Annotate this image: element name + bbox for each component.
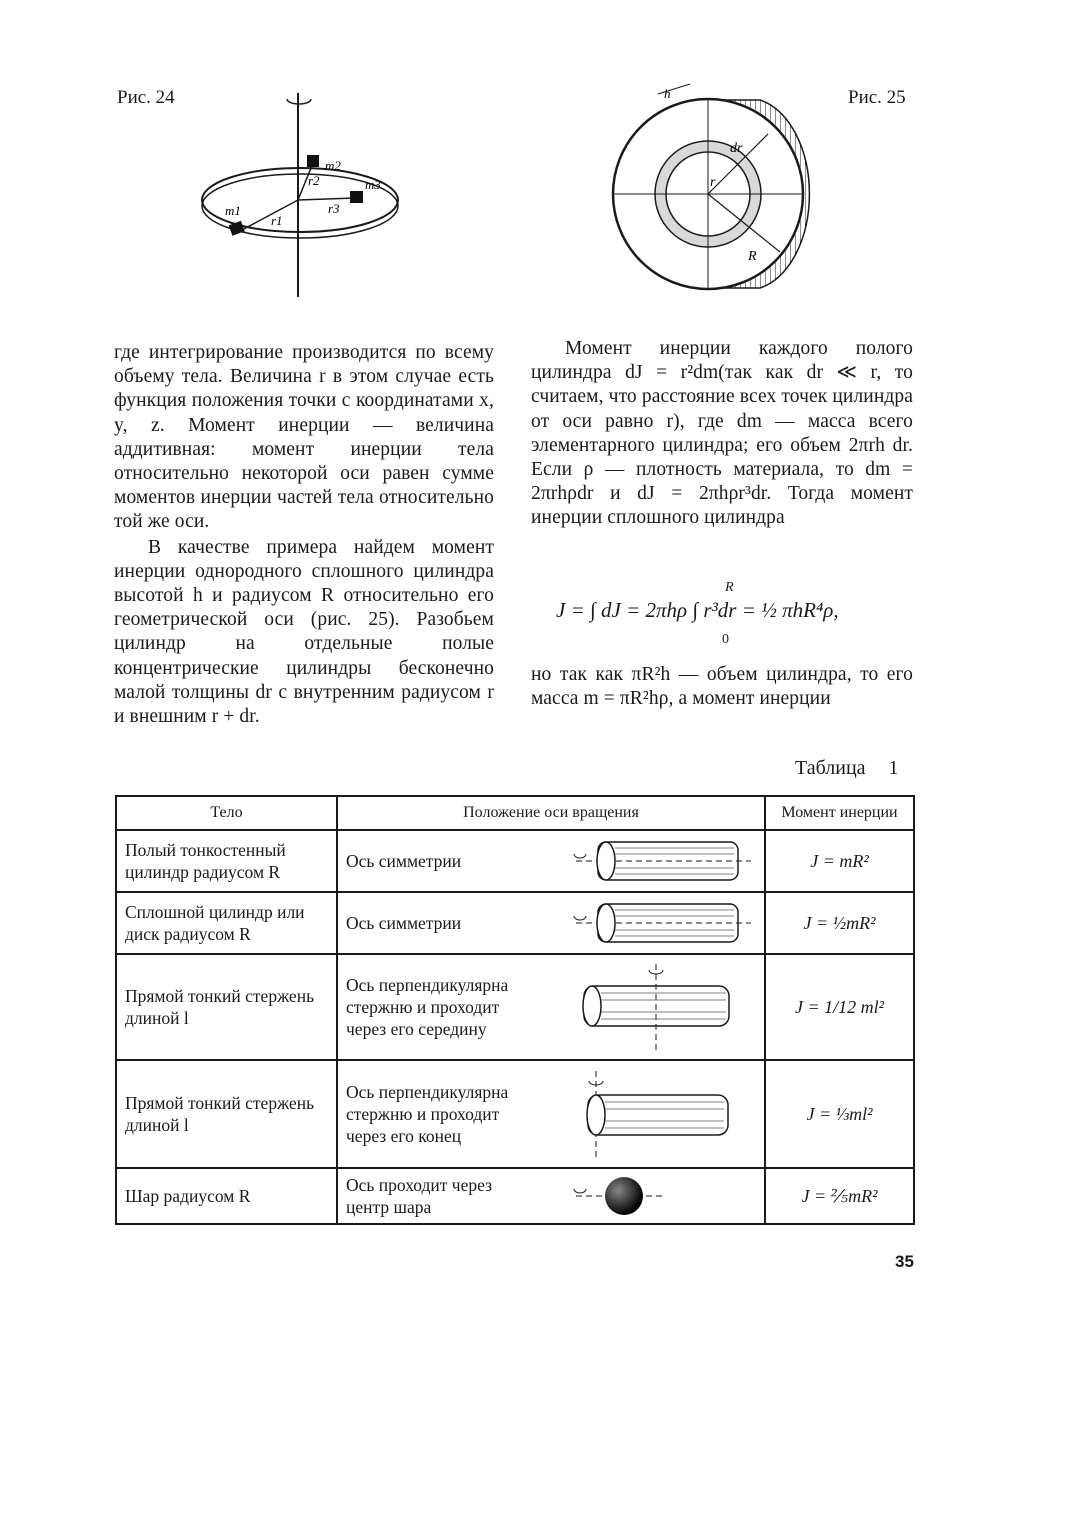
hollow-cylinder-icon: [556, 836, 756, 886]
label-r: r: [710, 175, 716, 190]
table-row: [116, 830, 914, 892]
label-dr: dr: [730, 141, 743, 156]
moments-of-inertia-table: [115, 795, 915, 1225]
axis-text: Ось перпендикулярна стержню и проходит через его середину: [346, 975, 509, 1039]
page-number: 35: [895, 1252, 914, 1271]
label-r2: r2: [308, 173, 320, 188]
cell-axis: [337, 954, 765, 1060]
right-column-bottom: [531, 663, 913, 711]
label-R: R: [748, 249, 757, 264]
label-m1: m1: [225, 203, 241, 218]
cell-body: Сплошной цилиндр или диск радиусом R: [116, 892, 337, 954]
right-column-top: [531, 337, 913, 531]
label-r1: r1: [271, 213, 283, 228]
header-axis: Положение оси вращения: [337, 796, 765, 830]
left-column: [114, 341, 494, 729]
table-header-row: [116, 796, 914, 830]
integral-upper-limit: R: [725, 580, 734, 595]
left-paragraph-2: В качестве примера найдем момент инерции однородного сплошного цилиндра высотой h и радиусом R относительно его геометрической оси (рис. 25). Разобьем цилиндр на отдельные полые концентрические цилиндры бесконечно малой толщины dr с внутренним радиусом r и внешним r + dr.: [114, 536, 494, 728]
label-m2: m2: [325, 158, 341, 173]
table-row: [116, 892, 914, 954]
rod-end-axis-icon: [556, 1067, 756, 1162]
cell-axis: [337, 830, 765, 892]
cell-body: Шар радиусом R: [116, 1168, 337, 1224]
cell-moment: J = ⅓ml²: [765, 1060, 914, 1168]
rod-center-axis-icon: [556, 960, 756, 1055]
axis-text: Ось проходит через центр шара: [346, 1175, 493, 1217]
axis-text: Ось симметрии: [346, 851, 462, 871]
right-paragraph-1: Момент инерции каждого полого цилиндра dJ = r²dm(так как dr ≪ r, то считаем, что расстояние всех точек цилиндра от оси равно r), где dm — масса всего элементарного цилиндра; его объем 2πrh dr. Если ρ — плотность материала, то dm = 2πrhρdr и dJ = 2πhρr³dr. Тогда момент инерции сплошного цилиндра: [531, 338, 913, 529]
table-row: [116, 954, 914, 1060]
cell-body: Прямой тонкий стержень длиной l: [116, 1060, 337, 1168]
solid-cylinder-icon: [556, 898, 756, 948]
header-moment: Момент инерции: [765, 796, 914, 830]
right-paragraph-2: но так как πR²h — объем цилиндра, то его масса m = πR²hρ, а момент инерции: [531, 664, 913, 710]
table-row: [116, 1168, 914, 1224]
table-row: [116, 1060, 914, 1168]
figure-25-cylinder: [610, 82, 830, 297]
label-m3: m3: [365, 177, 381, 192]
integral-lower-limit: 0: [722, 632, 729, 647]
cell-body: Полый тонкостенный цилиндр радиусом R: [116, 830, 337, 892]
label-r3: r3: [328, 201, 340, 216]
cell-body: Прямой тонкий стержень длиной l: [116, 954, 337, 1060]
left-paragraph-1: где интегрирование производится по всему объему тела. Величина r в этом случае есть функция положения точки с координатами x, y, z. Момент инерции — величина аддитивная: момент инерции тела относительно некоторой оси равен сумме моментов инерции частей тела относительно той же оси.: [114, 342, 494, 533]
cell-moment: J = 1/12 ml²: [765, 954, 914, 1060]
cell-axis: [337, 892, 765, 954]
axis-text: Ось перпендикулярна стержню и проходит через его конец: [346, 1082, 509, 1146]
sphere-icon: [556, 1171, 756, 1221]
table-caption: Таблица 1: [795, 757, 899, 779]
cell-moment: J = mR²: [765, 830, 914, 892]
integral-equation: J = ∫ dJ = 2πhρ ∫ r³dr = ½ πhR⁴ρ,: [556, 598, 839, 622]
figure-24-label: Рис. 24: [117, 87, 175, 108]
cell-axis: [337, 1060, 765, 1168]
cell-moment: J = ⅖mR²: [765, 1168, 914, 1224]
axis-text: Ось симметрии: [346, 913, 462, 933]
cell-axis: [337, 1168, 765, 1224]
label-h: h: [664, 86, 671, 101]
header-body: Тело: [116, 796, 337, 830]
figure-24-rotating-disk: [195, 85, 420, 300]
cell-moment: J = ½mR²: [765, 892, 914, 954]
figure-25-label: Рис. 25: [848, 87, 906, 108]
